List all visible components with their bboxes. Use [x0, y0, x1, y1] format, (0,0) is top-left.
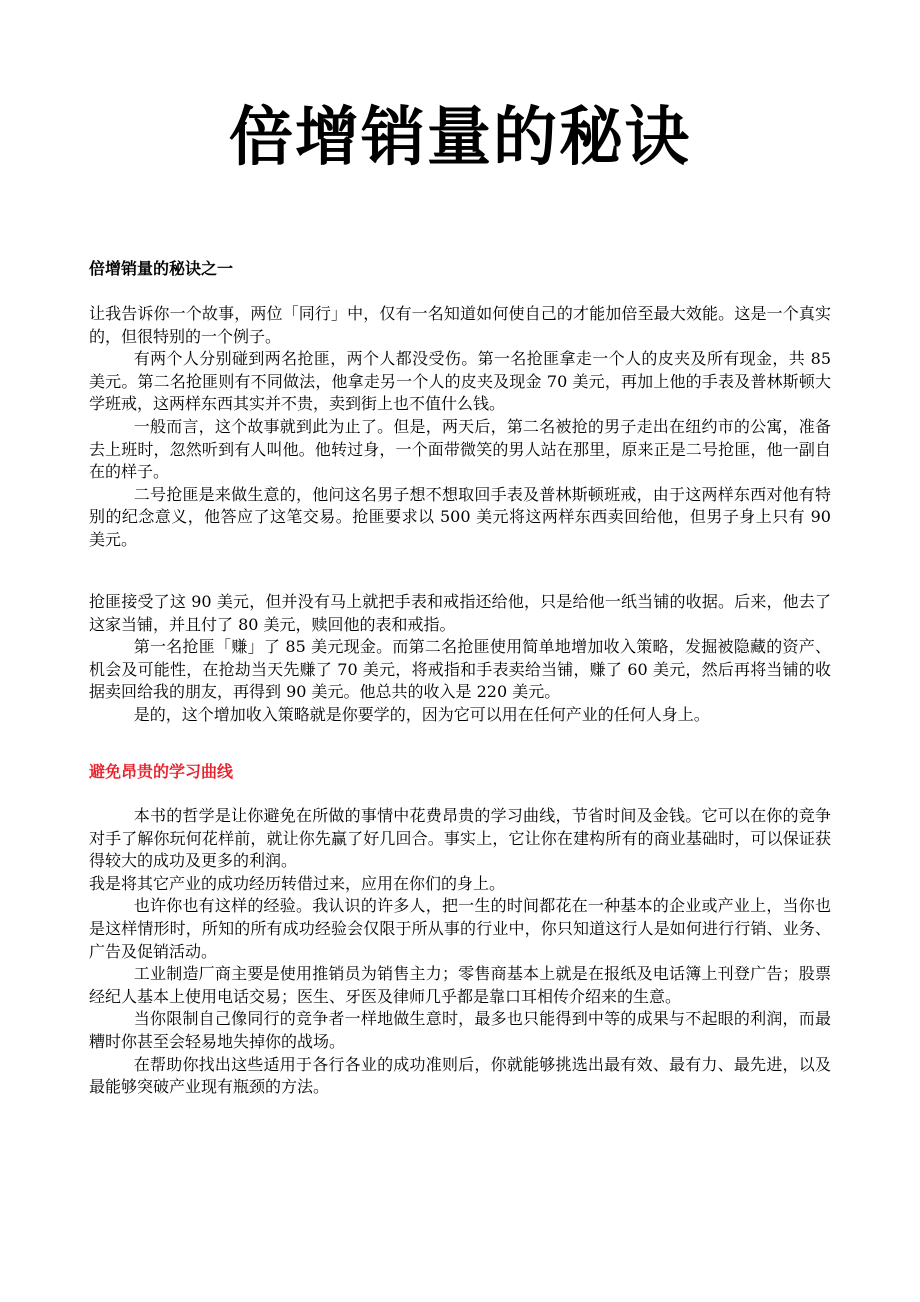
paragraph: 我是将其它产业的成功经历转借过来，应用在你们的身上。	[89, 873, 506, 893]
paragraph: 是的，这个增加收入策略就是你要学的，因为它可以用在任何产业的任何人身上。	[133, 704, 710, 724]
section-1-body	[89, 303, 831, 552]
paragraph: 一般而言，这个故事就到此为止了。但是，两天后，第二名被抢的男子走出在纽约市的公寓，准备去上班时，忽然听到有人叫他。他转过身，一个面带微笑的男人站在那里，原来正是二号抢匪，他一副自在的样子。	[89, 416, 831, 482]
document-title: 倍增销量的秘诀	[229, 101, 691, 175]
paragraph: 有两个人分别碰到两名抢匪，两个人都没受伤。第一名抢匪拿走一个人的皮夹及所有现金，共 85 美元。第二名抢匪则有不同做法，他拿走另一个人的皮夹及现金 70 美元，再加上他的手表及普林斯顿大学班戒，这两样东西其实并不贵，卖到街上也不值什么钱。	[89, 349, 831, 414]
paragraph: 也许你也有这样的经验。我认识的许多人，把一生的时间都花在一种基本的企业或产业上，当你也是这样情形时，所知的所有成功经验会仅限于所从事的行业中，你只知道这行人是如何进行行销、业务、广告及促销活动。	[89, 896, 831, 961]
section-2-body	[89, 805, 831, 1099]
paragraph: 让我告诉你一个故事，两位「同行」中，仅有一名知道如何使自己的才能加倍至最大效能。这是一个真实的，但很特别的一个例子。	[89, 304, 831, 346]
paragraph: 本书的哲学是让你避免在所做的事情中花费昂贵的学习曲线，节省时间及金钱。它可以在你的竞争对手了解你玩何花样前，就让你先赢了好几回合。事实上，它让你在建构所有的商业基础时，可以保证获得较大的成功及更多的利润。	[89, 806, 831, 871]
paragraph: 当你限制自己像同行的竞争者一样地做生意时，最多也只能得到中等的成果与不起眼的利润，而最糟时你甚至会轻易地失掉你的战场。	[89, 1009, 831, 1051]
paragraph: 抢匪接受了这 90 美元，但并没有马上就把手表和戒指还给他，只是给他一纸当铺的收据。后来，他去了这家当铺，并且付了 80 美元，赎回他的表和戒指。	[89, 592, 831, 634]
section-1-body-continued	[89, 591, 831, 727]
paragraph: 二号抢匪是来做生意的，他问这名男子想不想取回手表及普林斯顿班戒，由于这两样东西对他有特别的纪念意义，他答应了这笔交易。抢匪要求以 500 美元将这两样东西卖回给他，但男子身上只有 90 美元。	[89, 484, 831, 549]
paragraph: 工业制造厂商主要是使用推销员为销售主力；零售商基本上就是在报纸及电话簿上刊登广告；股票经纪人基本上使用电话交易；医生、牙医及律师几乎都是靠口耳相传介绍来的生意。	[89, 964, 831, 1006]
section-heading-2: 避免昂贵的学习曲线	[89, 762, 234, 781]
section-heading-1: 倍增销量的秘诀之一	[89, 259, 234, 278]
paragraph: 在帮助你找出这些适用于各行各业的成功准则后，你就能够挑选出最有效、最有力、最先进，以及最能够突破产业现有瓶颈的方法。	[89, 1054, 831, 1097]
paragraph: 第一名抢匪「赚」了 85 美元现金。而第二名抢匪使用简单地增加收入策略，发掘被隐藏的资产、机会及可能性，在抢劫当天先赚了 70 美元，将戒指和手表卖给当铺，赚了 60 美元，然后再将当铺的收据卖回给我的朋友，再得到 90 美元。他总共的收入是 220 美元。	[89, 637, 831, 702]
